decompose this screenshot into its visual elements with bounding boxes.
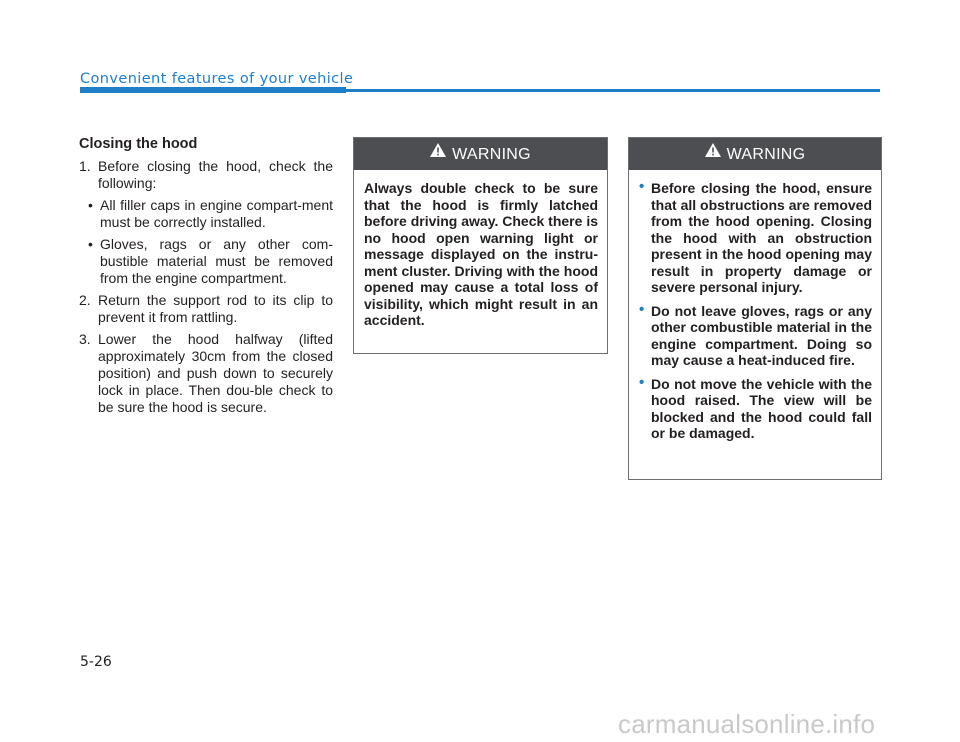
step-text: Lower the hood halfway (lifted approximately 30cm from the closed position) and push down to securely lock in place. Then dou-ble check to be sure the hood is secure. (98, 331, 333, 415)
page-number: 5-26 (80, 654, 112, 670)
bullet-text: Gloves, rags or any other com-bustible material must be removed from the engine compartment. (100, 236, 333, 286)
step-1-bullet-1 (88, 197, 333, 231)
warning-triangle-icon (705, 136, 721, 169)
step-1 (79, 158, 333, 192)
warning-item-text: Do not move the vehicle with the hood raised. The view will be blocked and the hood could fall or be damaged. (651, 375, 872, 441)
header-rule-accent (80, 87, 346, 93)
watermark-link[interactable]: carmanualsonline.info (618, 709, 876, 739)
warning-header (629, 138, 881, 170)
warning-item-text: Before closing the hood, ensure that all obstructions are removed from the hood opening. Closing the hood with an obstruction present in the hood opening may result in property damage or severe personal injury. (651, 180, 872, 295)
step-number: 1. (79, 158, 91, 174)
step-text: Before closing the hood, check the following: (98, 158, 333, 191)
section-header-title: Convenient features of your vehicle (80, 71, 354, 87)
bullet-icon: • (88, 236, 93, 252)
warning-item-text: Do not leave gloves, rags or any other combustible material in the engine compartment. Doing so may cause a heat-induced fire. (651, 302, 872, 368)
section-heading: Closing the hood (79, 136, 198, 152)
warning-list (629, 170, 881, 442)
instructions-column (79, 136, 333, 421)
warning-label: WARNING (452, 146, 531, 163)
bullet-text: All filler caps in engine compart-ment must be correctly installed. (100, 197, 333, 230)
bullet-icon: • (639, 373, 645, 391)
step-2 (79, 292, 333, 326)
step-3 (79, 331, 333, 416)
bullet-icon: • (639, 300, 645, 318)
warning-label: WARNING (726, 146, 806, 163)
warning-item (639, 373, 872, 442)
warning-box-2 (628, 137, 882, 480)
warning-item (639, 300, 872, 369)
step-text: Return the support rod to its clip to prevent it from rattling. (98, 292, 333, 325)
warning-triangle-icon (430, 136, 446, 169)
warning-text: Always double check to be sure that the hood is firmly latched before driving away. Check there is no hood open warning light or message displayed on the instru-ment cluster. Driving with the hood opened may cause a total loss of visibility, which might result in an accident. (364, 180, 598, 328)
warning-box-1 (353, 137, 608, 354)
step-number: 2. (79, 292, 91, 308)
bullet-icon: • (639, 178, 645, 195)
step-number: 3. (79, 331, 91, 347)
warning-item (639, 180, 872, 296)
bullet-icon: • (88, 197, 93, 213)
warning-header (354, 138, 607, 170)
step-1-bullet-2 (88, 236, 333, 287)
